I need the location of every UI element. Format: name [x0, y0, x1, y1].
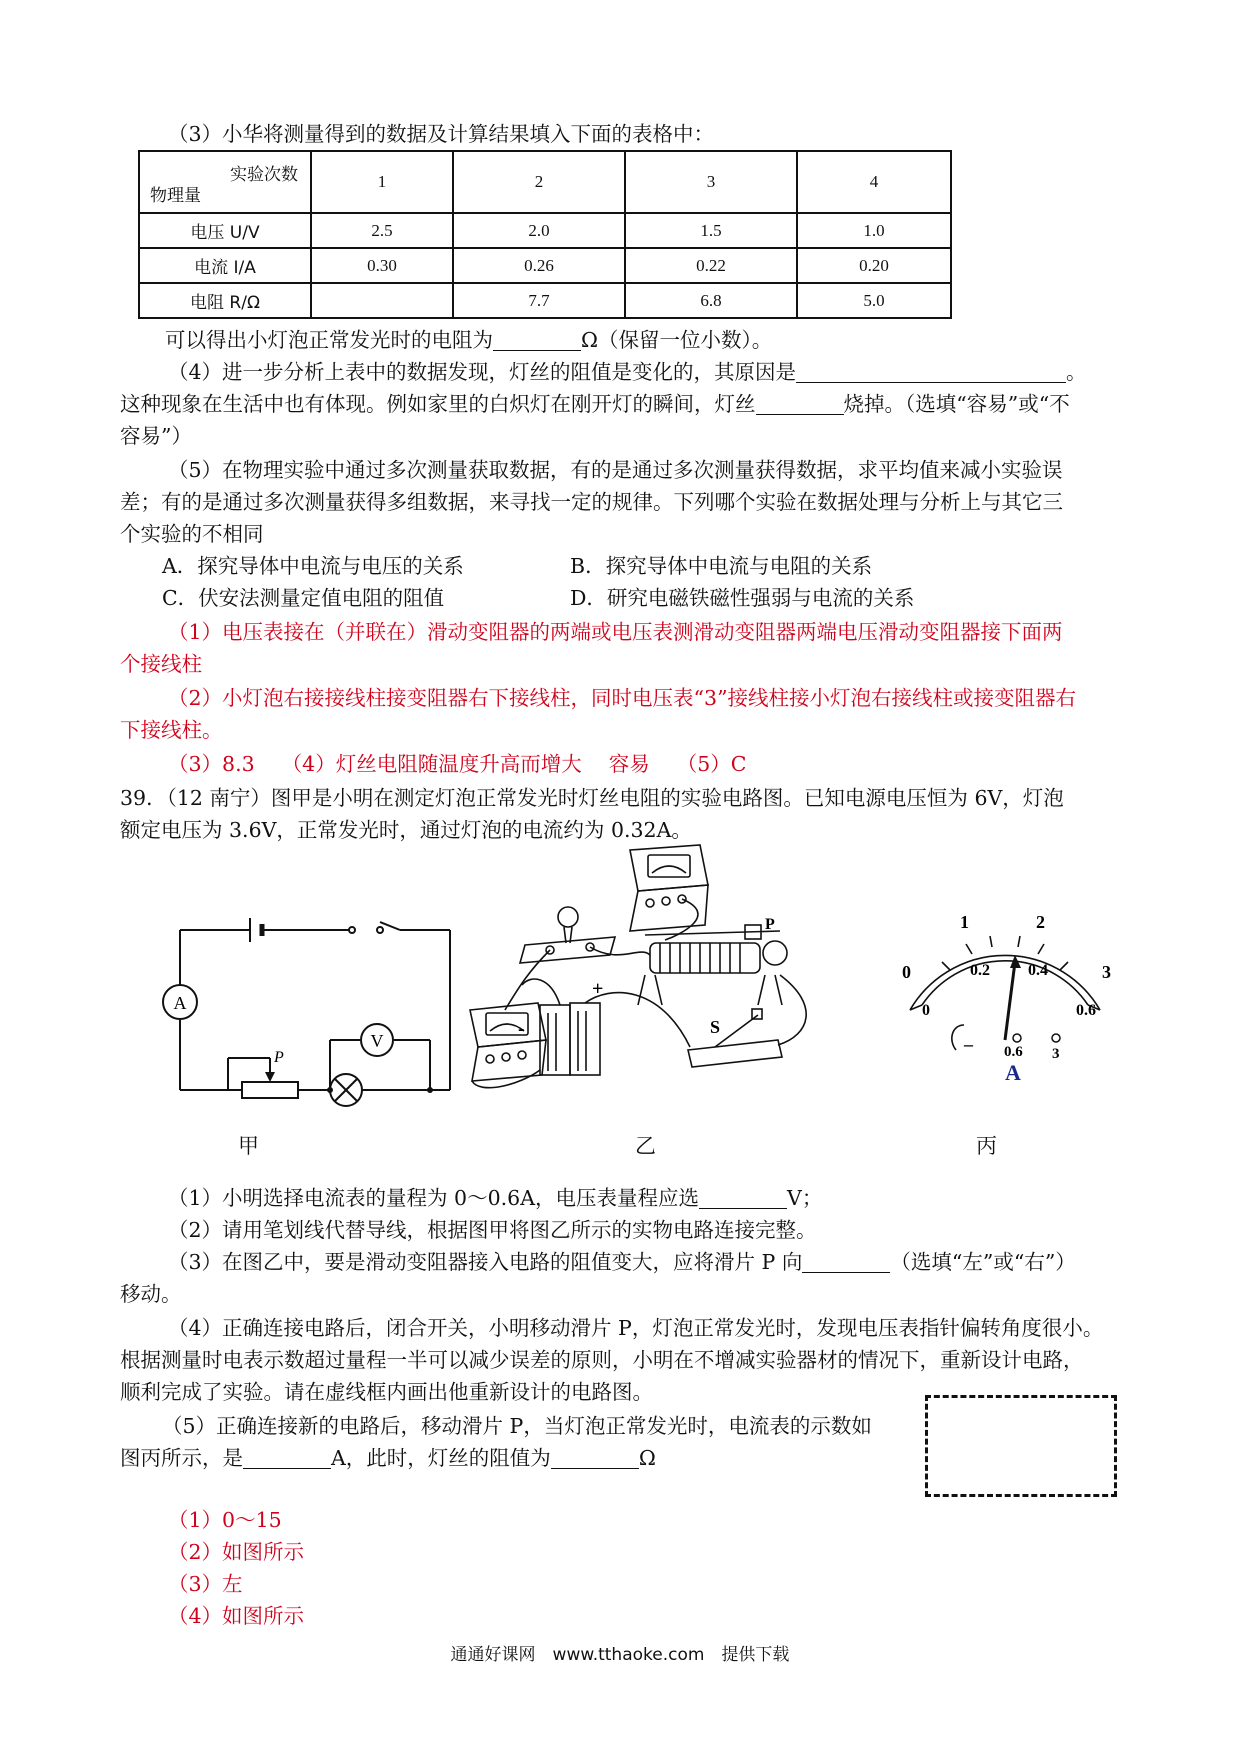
- text: （3）在图乙中，要是滑动变阻器接入电路的阻值变大，应将滑片 P 向: [168, 1250, 803, 1274]
- bottom-scale-label: 0.4: [1028, 962, 1048, 979]
- row-label: 电压 U/V: [139, 213, 311, 248]
- bottom-scale-label: 0.6: [1076, 1002, 1096, 1019]
- answer-blank: [756, 394, 844, 415]
- table-corner: [139, 151, 311, 213]
- cell: [311, 283, 453, 318]
- bottom-scale-label: 0: [922, 1002, 930, 1019]
- answer-blank: [699, 1188, 787, 1209]
- table-intro: （3）小华将测量得到的数据及计算结果填入下面的表格中：: [168, 122, 715, 146]
- text: （4）进一步分析上表中的数据发现，灯丝的阻值是变化的，其原因是: [168, 360, 797, 384]
- text: 图丙所示，是: [120, 1446, 243, 1470]
- text: 。: [1066, 360, 1087, 384]
- text-line: 根据测量时电表示数超过量程一半可以减少误差的原则，小明在不增减实验器材的情况下，重新设计电路，: [120, 1348, 1084, 1372]
- text: （1）小明选择电流表的量程为 0～0.6A，电压表量程应选: [168, 1186, 700, 1210]
- text-line: 容易”）: [120, 424, 192, 448]
- text-line: [120, 388, 1070, 420]
- text-line: [168, 1246, 1076, 1278]
- question-39-line: 额定电压为 3.6V，正常发光时，通过灯泡的电流约为 0.32A。: [120, 818, 692, 842]
- option-a: A．探究导体中电流与电压的关系: [162, 554, 464, 578]
- terminal-label: –: [964, 1034, 973, 1054]
- col-header: 3: [625, 151, 797, 213]
- top-scale-label: 3: [1102, 962, 1111, 982]
- answer-line: （1）电压表接在（并联在）滑动变阻器的两端或电压表测滑动变阻器两端电压滑动变阻器接下面两: [168, 620, 1063, 644]
- cell: 0.26: [453, 248, 625, 283]
- row-label: 电阻 R/Ω: [139, 283, 311, 318]
- text-line: （2）请用笔划线代替导线，根据图甲将图乙所示的实物电路连接完整。: [168, 1218, 817, 1242]
- table-row: [139, 248, 951, 283]
- answer-blank: [243, 1448, 331, 1469]
- text: 这种现象在生活中也有体现。例如家里的白炽灯在刚开灯的瞬间，灯丝: [120, 392, 756, 416]
- col-header: 1: [311, 151, 453, 213]
- terminal-label: 0.6: [1004, 1044, 1023, 1060]
- answer-line: （1）0～15: [168, 1508, 282, 1532]
- text-line: （5）在物理实验中通过多次测量获取数据，有的是通过多次测量获得数据，求平均值来减小实验误: [168, 458, 1063, 482]
- ammeter-dial: [880, 900, 1130, 1090]
- text: Ω（保留一位小数）。: [581, 328, 773, 352]
- text: （选填“左”或“右”）: [890, 1250, 1076, 1274]
- text-line: [120, 1442, 656, 1474]
- text-line: （4）正确连接电路后，闭合开关，小明移动滑片 P，灯泡正常发光时，发现电压表指针偏转角度很小。: [168, 1316, 1104, 1340]
- figure-caption-bing: 丙: [976, 1134, 997, 1158]
- cell: 5.0: [797, 283, 951, 318]
- text: 可以得出小灯泡正常发光时的电阻为: [165, 328, 493, 352]
- physical-circuit: [460, 835, 880, 1095]
- cell: 1.5: [625, 213, 797, 248]
- option-d: D．研究电磁铁磁性强弱与电流的关系: [570, 586, 915, 610]
- figure-caption-jia: 甲: [238, 1134, 259, 1158]
- rheostat-device: [650, 943, 760, 973]
- text-line: 差；有的是通过多次测量获得多组数据，来寻找一定的规律。下列哪个实验在数据处理与分析上与其它三: [120, 490, 1063, 514]
- question-39-line: 39．（12 南宁）图甲是小明在测定灯泡正常发光时灯丝电阻的实验电路图。已知电源电压恒为 6V，灯泡: [120, 786, 1064, 810]
- text: A，此时，灯丝的阻值为: [331, 1446, 551, 1470]
- data-table: [138, 150, 952, 319]
- answer-line: （3）8.3 （4）灯丝电阻随温度升高而增大 容易 （5）C: [168, 752, 747, 776]
- cell: 2.5: [311, 213, 453, 248]
- text-line: （5）正确连接新的电路后，移动滑片 P，当灯泡正常发光时，电流表的示数如: [162, 1414, 872, 1438]
- dial-needle: [1005, 962, 1015, 1040]
- option-b: B．探究导体中电流与电阻的关系: [570, 554, 873, 578]
- ammeter-label: A: [173, 993, 187, 1013]
- top-scale-label: 2: [1036, 912, 1045, 932]
- cell: 2.0: [453, 213, 625, 248]
- answer-blank: [493, 330, 581, 351]
- top-scale-label: 0: [902, 962, 911, 982]
- switch-device: [688, 1040, 782, 1067]
- text-line: 个实验的不相同: [120, 522, 264, 546]
- slider-label: P: [274, 1049, 284, 1066]
- answer-line: （3）左: [168, 1572, 243, 1596]
- answer-line: 下接线柱。: [120, 718, 223, 742]
- top-scale-label: 1: [960, 912, 969, 932]
- text: 烧掉。（选填“容易”或“不: [843, 392, 1070, 416]
- cell: 0.30: [311, 248, 453, 283]
- text-line: 移动。: [120, 1282, 182, 1306]
- col-header: 2: [453, 151, 625, 213]
- text-line: [168, 1182, 822, 1214]
- corner-bottom: 物理量: [150, 186, 201, 206]
- col-header: 4: [797, 151, 951, 213]
- cell: 1.0: [797, 213, 951, 248]
- text: V；: [787, 1186, 823, 1210]
- text: Ω: [638, 1446, 656, 1470]
- corner-top: 实验次数: [230, 165, 298, 185]
- terminal-label: 3: [1052, 1046, 1060, 1062]
- answer-blank: [796, 362, 1066, 383]
- voltmeter-label: V: [370, 1031, 384, 1051]
- option-c: C．伏安法测量定值电阻的阻值: [162, 586, 445, 610]
- text-line: 顺利完成了实验。请在虚线框内画出他重新设计的电路图。: [120, 1380, 653, 1404]
- minus-label: -: [518, 1018, 525, 1040]
- answer-line: 个接线柱: [120, 652, 202, 676]
- cell: 7.7: [453, 283, 625, 318]
- answer-blank: [551, 1448, 639, 1469]
- figure-caption-yi: 乙: [635, 1134, 656, 1158]
- unit-label: A: [1005, 1060, 1021, 1085]
- row-label: 电流 I/A: [139, 248, 311, 283]
- answer-line: （2）小灯泡右接接线柱接变阻器右下接线柱，同时电压表“3”接线柱接小灯泡右接线柱或接变阻器右: [168, 686, 1077, 710]
- switch-label: S: [710, 1017, 721, 1037]
- cell: 6.8: [625, 283, 797, 318]
- answer-blank: [802, 1252, 890, 1273]
- plus-label: +: [592, 978, 604, 1000]
- text-line: [168, 356, 1087, 388]
- voltmeter-device: [630, 845, 708, 891]
- answer-line: （4）如图所示: [168, 1604, 305, 1628]
- bottom-scale-label: 0.2: [970, 962, 990, 979]
- table-row: [139, 283, 951, 318]
- answer-line: （2）如图所示: [168, 1540, 305, 1564]
- text-line: [165, 324, 772, 356]
- circuit-schematic: [150, 890, 470, 1110]
- page-footer: 通通好课网 www.tthaoke.com 提供下载: [450, 1645, 790, 1665]
- drawing-box: [925, 1395, 1117, 1497]
- cell: 0.20: [797, 248, 951, 283]
- cell: 0.22: [625, 248, 797, 283]
- lamp-device: [520, 937, 615, 963]
- slider-label: P: [765, 916, 775, 933]
- table-row: [139, 213, 951, 248]
